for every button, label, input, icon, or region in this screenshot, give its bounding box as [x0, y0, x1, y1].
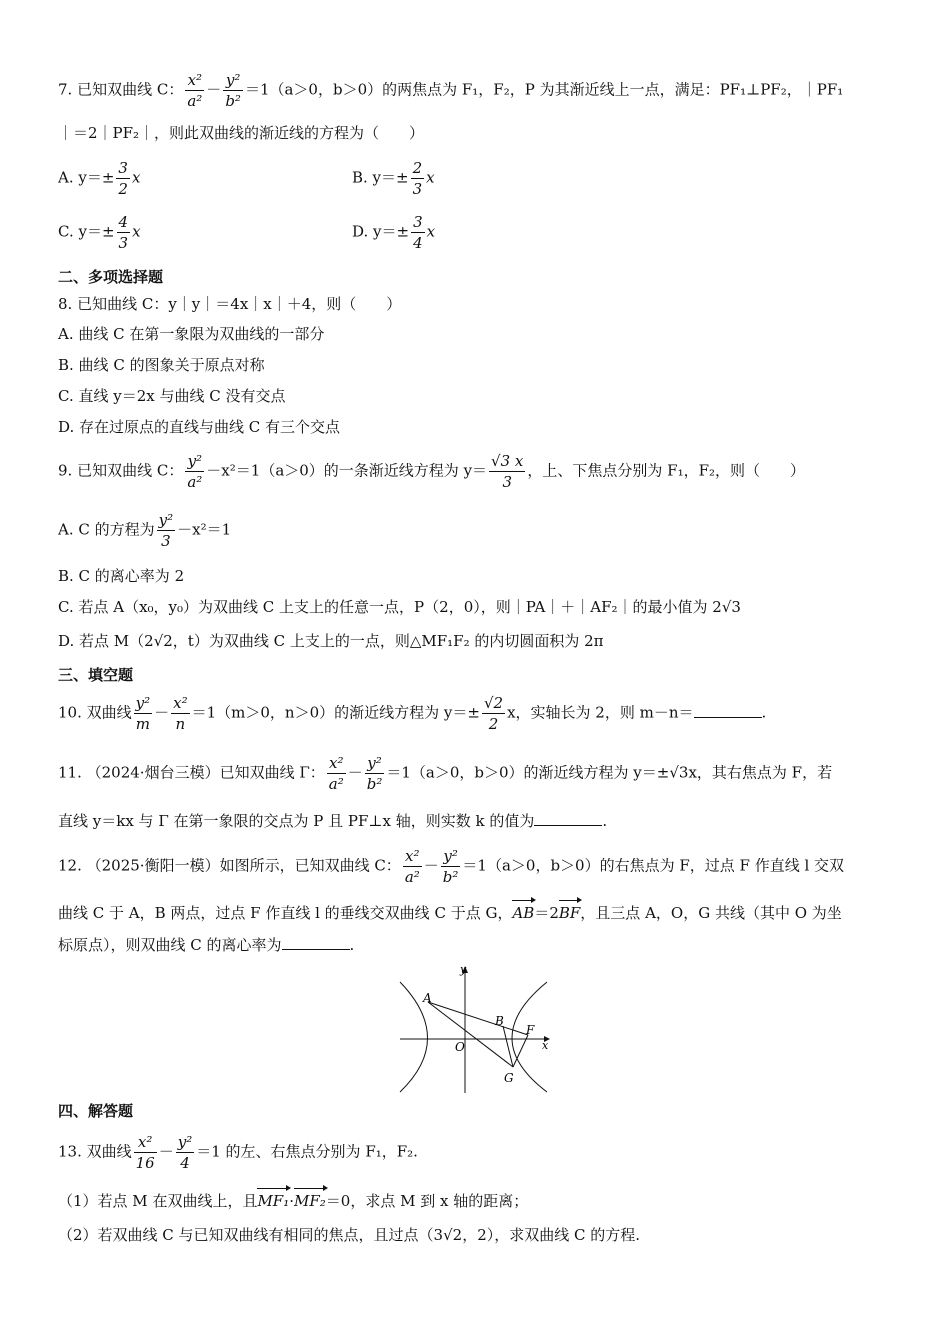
label-f: F — [526, 1023, 535, 1037]
q9-option-b: B. C 的离心率为 2 — [58, 567, 185, 585]
answer-blank[interactable] — [694, 703, 762, 718]
vector-mf1: MF₁ — [257, 1192, 290, 1210]
q7-stem-line1: 7. 已知双曲线 C： $\frac{\text{x²}}{\text{a²}}$ － $\frac{\text{y²}}{\text{b²}}$ ＝1（a＞0，b＞0）的两焦点为 F₁，F₂，P 为其渐近线上一点，满足：PF₁⊥PF₂，｜PF₁ — [58, 71, 844, 110]
vector-bf: BF — [558, 904, 581, 922]
q10-stem: 10. 双曲线 $\frac{\text{y²}}{m}$ － $\frac{\text{x²}}{n}$ ＝1（m＞0，n＞0）的渐近线方程为 y＝± $\frac{√2}{2}$ x，实轴长为 2，则 m－n＝ . — [58, 694, 767, 733]
q12-stem-line2: 曲线 C 于 A，B 两点，过点 F 作直线 l 的垂线交双曲线 C 于点 G，AB＝2BF，且三点 A，O，G 共线（其中 O 为坐 — [58, 904, 842, 922]
q12-stem-line3: 标原点），则双曲线 C 的离心率为 . — [58, 936, 355, 954]
q13-stem: 13. 双曲线 $\frac{\text{x²}}{16}$ － $\frac{\text{y²}}{4}$ ＝1 的左、右焦点分别为 F₁，F₂. — [58, 1133, 418, 1172]
q11-stem-line1: 11. （2024·烟台三模）已知双曲线 Γ： $\frac{\text{x²}}{\text{a²}}$ － $\frac{\text{y²}}{\text{b²}}$ ＝1（a＞0，b＞0）的渐近线方程为 y＝±√3x，其右焦点为 F，若 — [58, 754, 833, 793]
q8-option-d: D. 存在过原点的直线与曲线 C 有三个交点 — [58, 418, 341, 436]
line-fg — [513, 1035, 528, 1067]
label-x: x — [542, 1039, 549, 1052]
q7-stem-line2: ｜＝2｜PF₂｜，则此双曲线的渐近线的方程为（ ） — [58, 124, 425, 142]
label-a: A — [423, 991, 432, 1005]
hyperbola-right-branch — [512, 982, 547, 1092]
label-y: y — [460, 963, 467, 976]
fraction: $\frac{\text{y²}}{\text{b²}}$ — [225, 71, 241, 110]
line-ag — [428, 1002, 513, 1067]
q8-option-c: C. 直线 y＝2x 与曲线 C 没有交点 — [58, 387, 286, 405]
q7-option-a: A. y＝± $\frac{3}{2}$ x — [58, 159, 141, 198]
label-o: O — [455, 1040, 465, 1054]
q8-option-b: B. 曲线 C 的图象关于原点对称 — [58, 356, 265, 374]
q13-part2: （2）若双曲线 C 与已知双曲线有相同的焦点，且过点（3√2，2），求双曲线 C 的方程. — [58, 1226, 641, 1244]
vector-mf2: MF₂ — [294, 1192, 326, 1210]
label-b: B — [495, 1014, 504, 1028]
answer-blank[interactable] — [534, 811, 602, 826]
q9-option-d: D. 若点 M（2√2，t）为双曲线 C 上支上的一点，则△MF₁F₂ 的内切圆面积为 2π — [58, 632, 604, 650]
hyperbola-figure — [395, 960, 555, 1095]
q11-stem-line2: 直线 y＝kx 与 Γ 在第一象限的交点为 P 且 PF⊥x 轴，则实数 k 的值为 . — [58, 812, 608, 830]
q7-option-d: D. y＝± $\frac{3}{4}$ x — [352, 213, 436, 252]
q8-stem: 8. 已知曲线 C：y｜y｜＝4x｜x｜＋4，则（ ） — [58, 295, 402, 313]
vector-ab: AB — [512, 904, 535, 922]
q13-part1: （1）若点 M 在双曲线上，且MF₁·MF₂＝0，求点 M 到 x 轴的距离； — [58, 1192, 529, 1210]
q9-option-a: A. C 的方程为 $\frac{\text{y²}}{3}$ －x²＝1 — [58, 511, 232, 550]
q9-option-c: C. 若点 A（x₀，y₀）为双曲线 C 上支上的任意一点，P（2，0），则｜PA｜＋｜AF₂｜的最小值为 2√3 — [58, 598, 741, 616]
section-heading-solution: 四、解答题 — [58, 1102, 134, 1120]
answer-blank[interactable] — [282, 935, 350, 950]
section-heading-fill-in: 三、填空题 — [58, 666, 134, 684]
fraction: $\frac{\text{x²}}{\text{a²}}$ — [187, 71, 203, 110]
line-af — [428, 1002, 528, 1035]
q8-option-a: A. 曲线 C 在第一象限为双曲线的一部分 — [58, 325, 325, 343]
q12-stem-line1: 12. （2025·衡阳一模）如图所示，已知双曲线 C： $\frac{\text{x²}}{\text{a²}}$ － $\frac{\text{y²}}{\text{b²}}$ ＝1（a＞0，b＞0）的右焦点为 F，过点 F 作直线 l 交双 — [58, 847, 845, 886]
label-g: G — [504, 1071, 514, 1085]
q7-option-c: C. y＝± $\frac{4}{3}$ x — [58, 213, 141, 252]
q7-option-b: B. y＝± $\frac{2}{3}$ x — [352, 159, 435, 198]
section-heading-multiple-choice: 二、多项选择题 — [58, 268, 164, 286]
q9-stem: 9. 已知双曲线 C： $\frac{\text{y²}}{\text{a²}}$ －x²＝1（a＞0）的一条渐近线方程为 y＝ $\frac{√3 x}{3}$ ，上、下焦点分别为 F₁，F₂，则（ ） — [58, 452, 806, 491]
